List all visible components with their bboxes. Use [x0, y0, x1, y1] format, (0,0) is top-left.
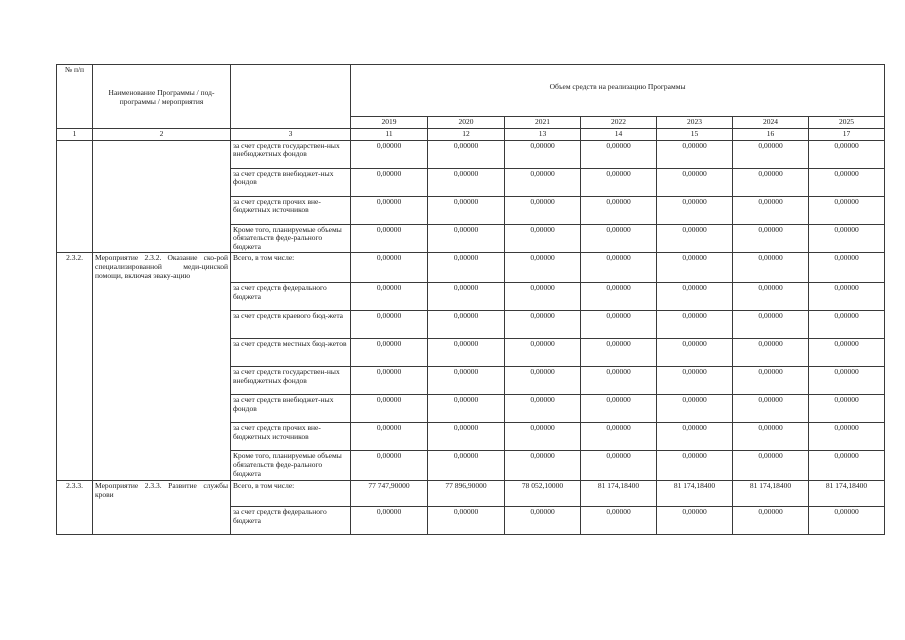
- value-cell: 0,00000: [809, 507, 885, 535]
- year-header-cell: 2025: [809, 117, 885, 129]
- value-cell: 0,00000: [657, 507, 733, 535]
- value-cell: 0,00000: [428, 367, 505, 395]
- value-cell: 0,00000: [657, 339, 733, 367]
- value-cell: 0,00000: [581, 451, 657, 481]
- column-index-cell: 17: [809, 129, 885, 141]
- value-cell: 0,00000: [657, 367, 733, 395]
- value-cell: 0,00000: [809, 168, 885, 196]
- row-funding-source: за счет средств краевого бюд-жета: [231, 311, 351, 339]
- value-cell: 0,00000: [809, 367, 885, 395]
- value-cell: 0,00000: [733, 311, 809, 339]
- row-funding-source: Кроме того, планируемые объемы обязательств феде-рального бюджета: [231, 224, 351, 253]
- value-cell: 0,00000: [809, 339, 885, 367]
- row-funding-source: за счет средств внебюджет-ных фондов: [231, 168, 351, 196]
- value-cell: 0,00000: [809, 224, 885, 253]
- row-funding-source: за счет средств федерального бюджета: [231, 283, 351, 311]
- value-cell: 81 174,18400: [809, 481, 885, 507]
- value-cell: 0,00000: [351, 140, 428, 168]
- value-cell: 0,00000: [581, 367, 657, 395]
- value-cell: 0,00000: [428, 283, 505, 311]
- value-cell: 0,00000: [581, 507, 657, 535]
- row-funding-source: Кроме того, планируемые объемы обязательств феде-рального бюджета: [231, 451, 351, 481]
- value-cell: 0,00000: [809, 196, 885, 224]
- value-cell: 0,00000: [351, 395, 428, 423]
- value-cell: 0,00000: [657, 283, 733, 311]
- year-header-cell: 2020: [428, 117, 505, 129]
- value-cell: 0,00000: [581, 196, 657, 224]
- value-cell: 0,00000: [581, 395, 657, 423]
- value-cell: 0,00000: [809, 311, 885, 339]
- value-cell: 0,00000: [505, 253, 581, 283]
- row-funding-source: Всего, в том числе:: [231, 481, 351, 507]
- value-cell: 0,00000: [505, 140, 581, 168]
- value-cell: 0,00000: [809, 283, 885, 311]
- value-cell: 0,00000: [505, 224, 581, 253]
- value-cell: 0,00000: [733, 253, 809, 283]
- value-cell: 0,00000: [733, 140, 809, 168]
- value-cell: 0,00000: [657, 253, 733, 283]
- value-cell: 77 747,90000: [351, 481, 428, 507]
- value-cell: 0,00000: [733, 451, 809, 481]
- row-funding-source: за счет средств федерального бюджета: [231, 507, 351, 535]
- value-cell: 0,00000: [581, 339, 657, 367]
- value-cell: 0,00000: [505, 196, 581, 224]
- row-funding-source: за счет средств прочих вне-бюджетных источников: [231, 423, 351, 451]
- value-cell: 77 896,90000: [428, 481, 505, 507]
- header-name: Наименование Программы / под-программы / мероприятия: [93, 65, 231, 129]
- table-row: [57, 140, 885, 168]
- row-measure-name: Мероприятие 2.3.3. Развитие службы крови: [93, 481, 231, 535]
- value-cell: 0,00000: [351, 168, 428, 196]
- value-cell: 0,00000: [505, 395, 581, 423]
- row-funding-source: за счет средств местных бюд-жетов: [231, 339, 351, 367]
- value-cell: 0,00000: [428, 140, 505, 168]
- column-index-cell: 2: [93, 129, 231, 141]
- value-cell: 0,00000: [428, 253, 505, 283]
- value-cell: 0,00000: [733, 507, 809, 535]
- value-cell: 0,00000: [428, 311, 505, 339]
- value-cell: 0,00000: [351, 339, 428, 367]
- value-cell: 81 174,18400: [733, 481, 809, 507]
- value-cell: 81 174,18400: [657, 481, 733, 507]
- value-cell: 0,00000: [351, 507, 428, 535]
- value-cell: 0,00000: [809, 395, 885, 423]
- value-cell: 0,00000: [505, 507, 581, 535]
- year-header-cell: 2019: [351, 117, 428, 129]
- value-cell: 0,00000: [733, 395, 809, 423]
- index-row: [57, 129, 885, 141]
- value-cell: 0,00000: [351, 196, 428, 224]
- column-index-cell: 15: [657, 129, 733, 141]
- column-index-cell: 12: [428, 129, 505, 141]
- row-measure-name: [93, 140, 231, 253]
- value-cell: 0,00000: [733, 283, 809, 311]
- value-cell: 0,00000: [733, 423, 809, 451]
- value-cell: 0,00000: [657, 451, 733, 481]
- value-cell: 0,00000: [505, 168, 581, 196]
- value-cell: 0,00000: [351, 367, 428, 395]
- value-cell: 0,00000: [351, 451, 428, 481]
- header-number: № п/п: [57, 65, 93, 129]
- row-funding-source: за счет средств внебюджет-ных фондов: [231, 395, 351, 423]
- value-cell: 0,00000: [505, 311, 581, 339]
- value-cell: 0,00000: [581, 140, 657, 168]
- value-cell: 81 174,18400: [581, 481, 657, 507]
- value-cell: 0,00000: [505, 451, 581, 481]
- row-code: [57, 140, 93, 253]
- column-index-cell: 14: [581, 129, 657, 141]
- row-funding-source: за счет средств прочих вне-бюджетных источников: [231, 196, 351, 224]
- value-cell: 0,00000: [428, 395, 505, 423]
- value-cell: 0,00000: [505, 339, 581, 367]
- row-funding-source: Всего, в том числе:: [231, 253, 351, 283]
- value-cell: 0,00000: [809, 253, 885, 283]
- row-funding-source: за счет средств государствен-ных внебюджетных фондов: [231, 367, 351, 395]
- value-cell: 0,00000: [505, 283, 581, 311]
- value-cell: 0,00000: [351, 283, 428, 311]
- value-cell: 0,00000: [351, 253, 428, 283]
- value-cell: 0,00000: [657, 168, 733, 196]
- year-header-cell: 2024: [733, 117, 809, 129]
- value-cell: 0,00000: [809, 140, 885, 168]
- value-cell: 0,00000: [351, 224, 428, 253]
- value-cell: 0,00000: [581, 423, 657, 451]
- column-index-cell: 11: [351, 129, 428, 141]
- value-cell: 0,00000: [428, 168, 505, 196]
- row-code: 2.3.2.: [57, 253, 93, 481]
- value-cell: 0,00000: [505, 367, 581, 395]
- value-cell: 0,00000: [428, 451, 505, 481]
- value-cell: 0,00000: [351, 311, 428, 339]
- value-cell: 0,00000: [657, 423, 733, 451]
- header-volume: Объем средств на реализацию Программы: [351, 65, 885, 117]
- value-cell: 78 052,10000: [505, 481, 581, 507]
- value-cell: 0,00000: [657, 140, 733, 168]
- row-measure-name: Мероприятие 2.3.2. Оказание ско-рой специализированной меди-цинской помощи, включая эваку-ацию: [93, 253, 231, 481]
- value-cell: 0,00000: [733, 168, 809, 196]
- value-cell: 0,00000: [581, 283, 657, 311]
- value-cell: 0,00000: [428, 423, 505, 451]
- row-funding-source: за счет средств государствен-ных внебюджетных фондов: [231, 140, 351, 168]
- value-cell: 0,00000: [581, 224, 657, 253]
- column-index-cell: 1: [57, 129, 93, 141]
- value-cell: 0,00000: [581, 311, 657, 339]
- value-cell: 0,00000: [733, 196, 809, 224]
- header-source: [231, 65, 351, 129]
- value-cell: 0,00000: [809, 423, 885, 451]
- row-code: 2.3.3.: [57, 481, 93, 535]
- value-cell: 0,00000: [351, 423, 428, 451]
- value-cell: 0,00000: [505, 423, 581, 451]
- value-cell: 0,00000: [581, 168, 657, 196]
- value-cell: 0,00000: [428, 507, 505, 535]
- value-cell: 0,00000: [657, 224, 733, 253]
- value-cell: 0,00000: [733, 367, 809, 395]
- table-row: [57, 481, 885, 507]
- column-index-cell: 3: [231, 129, 351, 141]
- year-header-cell: 2022: [581, 117, 657, 129]
- column-index-cell: 16: [733, 129, 809, 141]
- table-row: [57, 253, 885, 283]
- budget-table: [56, 64, 885, 535]
- value-cell: 0,00000: [657, 196, 733, 224]
- value-cell: 0,00000: [428, 224, 505, 253]
- value-cell: 0,00000: [733, 339, 809, 367]
- value-cell: 0,00000: [809, 451, 885, 481]
- value-cell: 0,00000: [657, 395, 733, 423]
- year-header-cell: 2023: [657, 117, 733, 129]
- value-cell: 0,00000: [581, 253, 657, 283]
- value-cell: 0,00000: [428, 339, 505, 367]
- value-cell: 0,00000: [657, 311, 733, 339]
- value-cell: 0,00000: [428, 196, 505, 224]
- year-header-cell: 2021: [505, 117, 581, 129]
- value-cell: 0,00000: [733, 224, 809, 253]
- column-index-cell: 13: [505, 129, 581, 141]
